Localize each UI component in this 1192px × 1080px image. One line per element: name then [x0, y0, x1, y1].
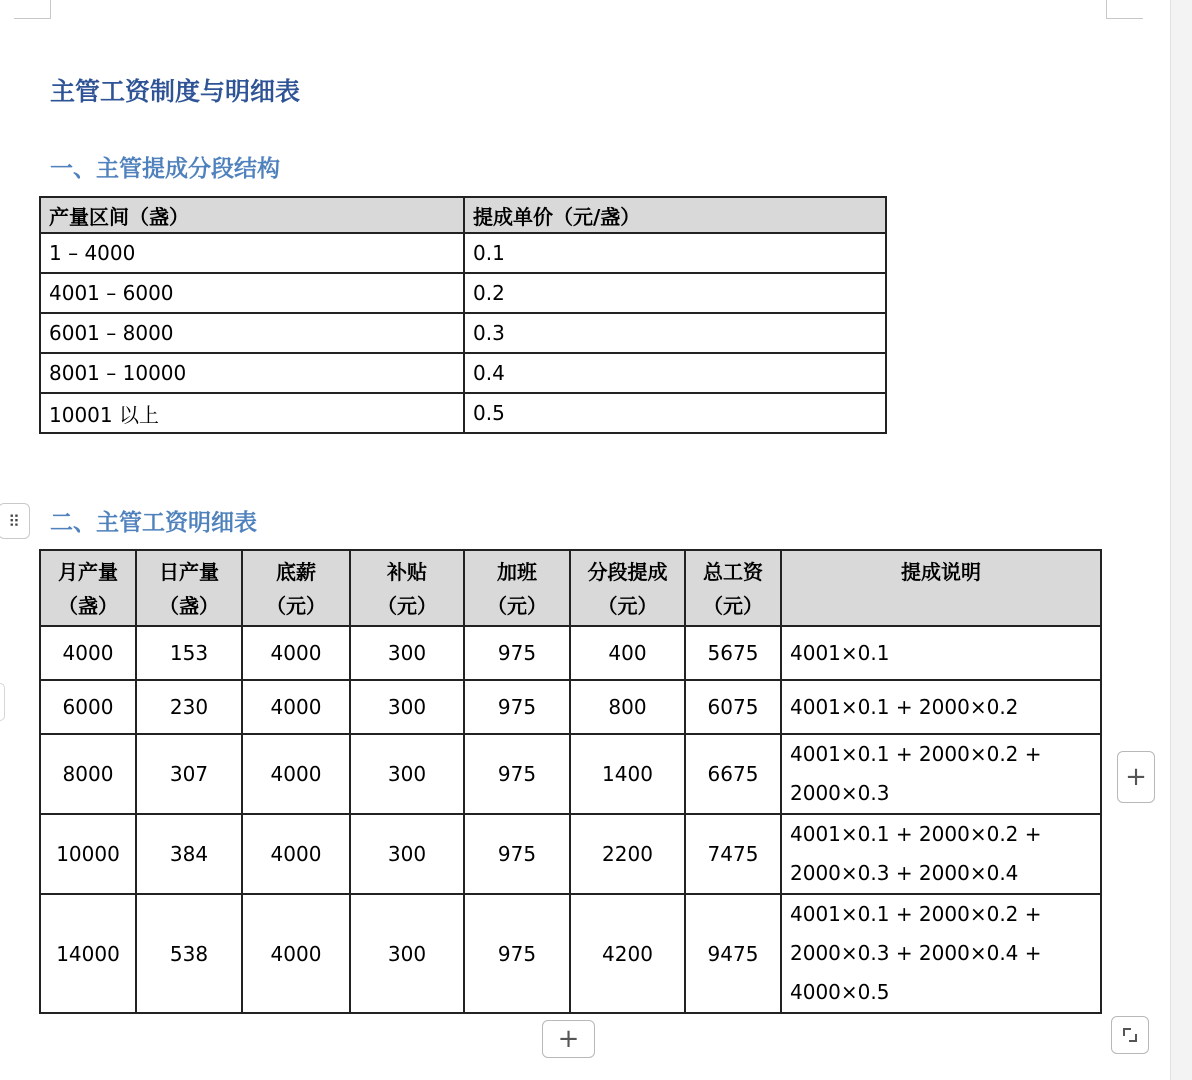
table-cell[interactable]: 6000	[40, 680, 136, 734]
column-header: 分段提成 （元）	[570, 550, 685, 626]
section-heading-salary: 二、主管工资明细表	[50, 510, 257, 536]
table-cell[interactable]: 1400	[570, 734, 685, 814]
table-cell[interactable]: 0.2	[464, 273, 886, 313]
note-cell[interactable]: 4001×0.1	[781, 626, 1101, 680]
table-header-row	[40, 197, 886, 233]
column-header: 提成单价（元/盏）	[464, 197, 886, 233]
table-resize-button[interactable]	[1111, 1016, 1149, 1054]
side-marker	[0, 683, 5, 721]
table-cell[interactable]: 975	[464, 680, 570, 734]
table-cell[interactable]: 975	[464, 626, 570, 680]
table-row	[40, 393, 886, 433]
table-cell[interactable]: 4000	[242, 680, 350, 734]
note-cell[interactable]: 4001×0.1 + 2000×0.2 + 2000×0.3 + 2000×0.4	[781, 814, 1101, 894]
table-cell[interactable]: 230	[136, 680, 242, 734]
table-cell[interactable]: 538	[136, 894, 242, 1013]
column-header: 加班 （元）	[464, 550, 570, 626]
plus-icon: +	[557, 1024, 580, 1054]
table-row	[40, 894, 1101, 1013]
column-header: 总工资 （元）	[685, 550, 781, 626]
table-cell[interactable]: 10001 以上	[40, 393, 464, 433]
table-cell[interactable]: 300	[350, 626, 464, 680]
table-cell[interactable]: 307	[136, 734, 242, 814]
commission-rate-table	[39, 196, 887, 434]
table-row	[40, 313, 886, 353]
table-cell[interactable]: 800	[570, 680, 685, 734]
table-cell[interactable]: 8000	[40, 734, 136, 814]
document-title: 主管工资制度与明细表	[50, 77, 301, 106]
table-cell[interactable]: 8001 – 10000	[40, 353, 464, 393]
page-corner-mark	[14, 0, 51, 19]
table-cell[interactable]: 400	[570, 626, 685, 680]
table-cell[interactable]: 10000	[40, 814, 136, 894]
table-cell[interactable]: 4001 – 6000	[40, 273, 464, 313]
table-cell[interactable]: 4000	[242, 734, 350, 814]
table-cell[interactable]: 4000	[40, 626, 136, 680]
column-header: 提成说明	[781, 550, 1101, 626]
note-cell[interactable]: 4001×0.1 + 2000×0.2	[781, 680, 1101, 734]
table-drag-handle[interactable]	[0, 503, 30, 539]
column-header: 产量区间（盏）	[40, 197, 464, 233]
table-cell[interactable]: 384	[136, 814, 242, 894]
table-cell[interactable]: 9475	[685, 894, 781, 1013]
column-header: 月产量 （盏）	[40, 550, 136, 626]
table-cell[interactable]: 153	[136, 626, 242, 680]
column-header: 补贴 （元）	[350, 550, 464, 626]
table-cell[interactable]: 0.3	[464, 313, 886, 353]
table-cell[interactable]: 4000	[242, 626, 350, 680]
table-cell[interactable]: 300	[350, 734, 464, 814]
table-cell[interactable]: 300	[350, 894, 464, 1013]
resize-icon	[1123, 1028, 1137, 1042]
table-row	[40, 353, 886, 393]
plus-icon: +	[1125, 762, 1147, 792]
column-header: 底薪 （元）	[242, 550, 350, 626]
add-row-button[interactable]	[542, 1020, 595, 1058]
table-row	[40, 814, 1101, 894]
table-cell[interactable]: 7475	[685, 814, 781, 894]
table-row	[40, 273, 886, 313]
column-header: 日产量 （盏）	[136, 550, 242, 626]
table-cell[interactable]: 1 – 4000	[40, 233, 464, 273]
scrollbar-gutter[interactable]	[1170, 0, 1192, 1080]
table-cell[interactable]: 975	[464, 814, 570, 894]
table-cell[interactable]: 975	[464, 894, 570, 1013]
table-row	[40, 626, 1101, 680]
table-cell[interactable]: 6001 – 8000	[40, 313, 464, 353]
table-cell[interactable]: 0.4	[464, 353, 886, 393]
section-heading-commission: 一、主管提成分段结构	[50, 156, 280, 182]
drag-handle-icon: ⠿	[8, 511, 20, 531]
table-header-row	[40, 550, 1101, 626]
table-cell[interactable]: 300	[350, 680, 464, 734]
salary-detail-table	[39, 549, 1102, 1014]
table-cell[interactable]: 300	[350, 814, 464, 894]
table-cell[interactable]: 6675	[685, 734, 781, 814]
table-row	[40, 680, 1101, 734]
table-cell[interactable]: 975	[464, 734, 570, 814]
add-column-button[interactable]	[1117, 751, 1155, 803]
note-cell[interactable]: 4001×0.1 + 2000×0.2 + 2000×0.3 + 2000×0.4 + 4000×0.5	[781, 894, 1101, 1013]
table-cell[interactable]: 5675	[685, 626, 781, 680]
table-cell[interactable]: 0.1	[464, 233, 886, 273]
table-cell[interactable]: 4000	[242, 814, 350, 894]
note-cell[interactable]: 4001×0.1 + 2000×0.2 + 2000×0.3	[781, 734, 1101, 814]
table-cell[interactable]: 6075	[685, 680, 781, 734]
table-cell[interactable]: 4000	[242, 894, 350, 1013]
table-cell[interactable]: 0.5	[464, 393, 886, 433]
table-cell[interactable]: 4200	[570, 894, 685, 1013]
table-cell[interactable]: 14000	[40, 894, 136, 1013]
table-cell[interactable]: 2200	[570, 814, 685, 894]
table-row	[40, 233, 886, 273]
page-corner-mark	[1106, 0, 1143, 19]
table-row	[40, 734, 1101, 814]
